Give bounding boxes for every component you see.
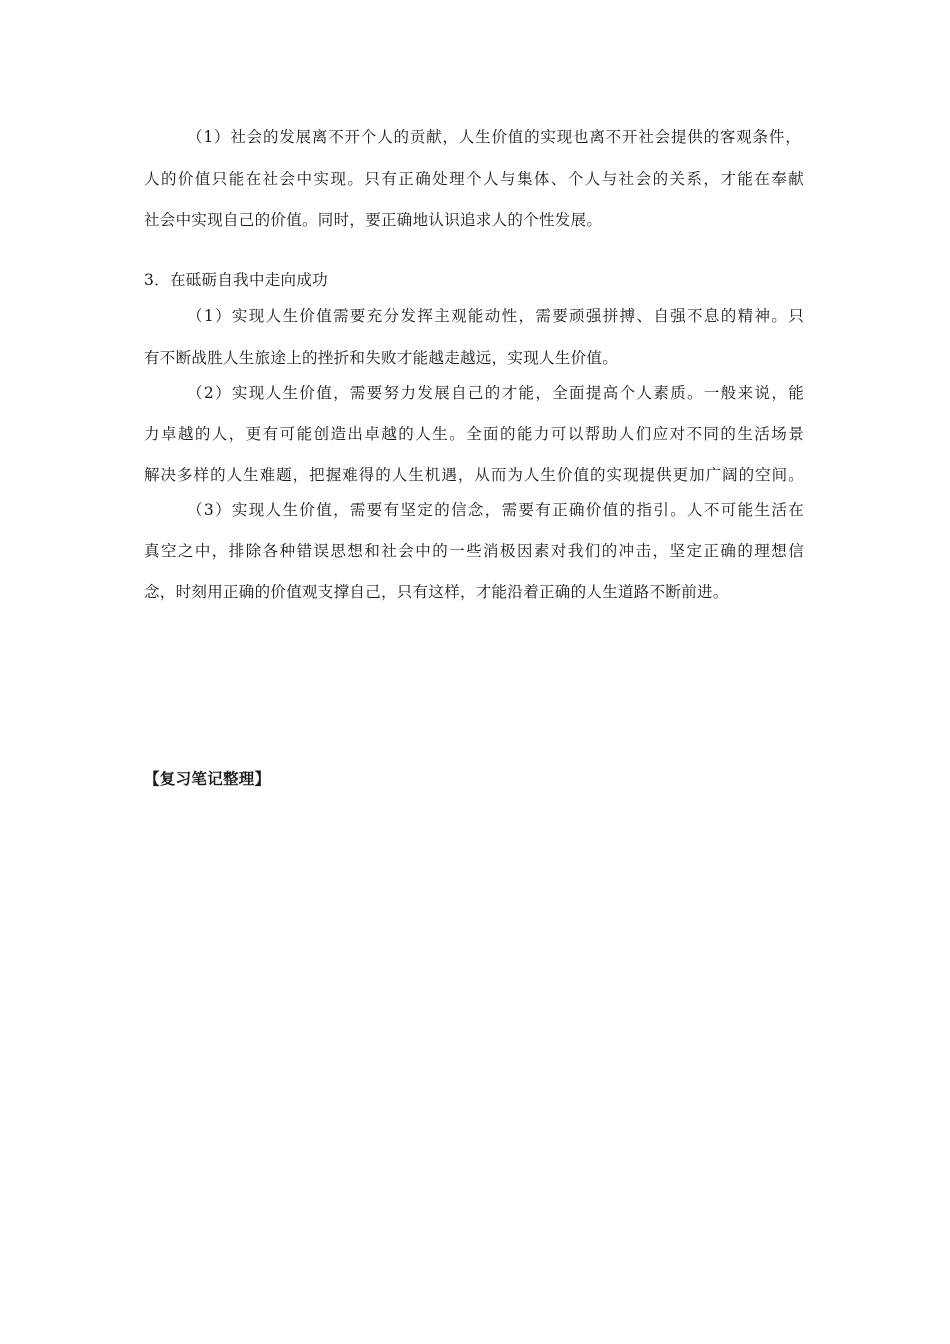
paragraph-line: 念，时刻用正确的价值观支撑自己，只有这样，才能沿着正确的人生道路不断前进。	[144, 583, 729, 601]
paragraph-line: 力卓越的人，更有可能创造出卓越的人生。全面的能力可以帮助人们应对不同的生活场景	[144, 425, 804, 443]
paragraph-line: 社会中实现自己的价值。同时，要正确地认识追求人的个性发展。	[144, 211, 603, 229]
section-heading: 3．在砥砺自我中走向成功	[144, 271, 328, 289]
paragraph-line: 人的价值只能在社会中实现。只有正确处理个人与集体、个人与社会的关系，才能在奉献	[144, 170, 804, 188]
paragraph-line: 解决多样的人生难题，把握难得的人生机遇，从而为人生价值的实现提供更加广阔的空间。	[144, 466, 804, 484]
paragraph-line: （2）实现人生价值，需要努力发展自己的才能，全面提高个人素质。一般来说，能	[187, 384, 804, 402]
paragraph-line: （3）实现人生价值，需要有坚定的信念，需要有正确价值的指引。人不可能生活在	[187, 501, 804, 519]
paragraph-line: （1）社会的发展离不开个人的贡献，人生价值的实现也离不开社会提供的客观条件，	[187, 128, 801, 146]
paragraph-line: （1）实现人生价值需要充分发挥主观能动性，需要顽强拼搏、自强不息的精神。只	[187, 307, 804, 325]
paragraph-line: 有不断战胜人生旅途上的挫折和失败才能越走越远，实现人生价值。	[144, 349, 619, 367]
paragraph-line: 真空之中，排除各种错误思想和社会中的一些消极因素对我们的冲击，坚定正确的理想信	[144, 542, 804, 560]
notes-heading: 【复习笔记整理】	[144, 769, 271, 788]
